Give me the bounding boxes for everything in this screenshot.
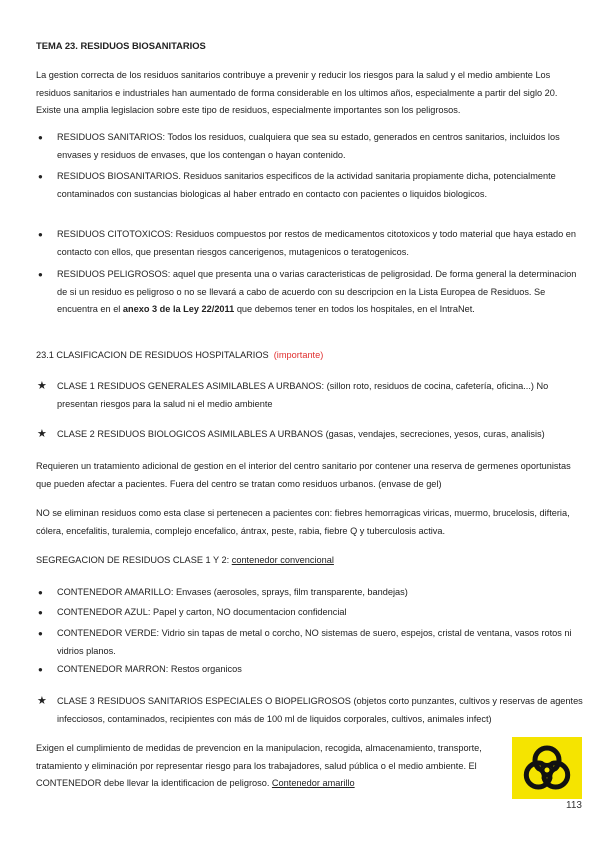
- container-yellow: CONTENEDOR AMARILLO: Envases (aerosoles, sprays, film transparente, bandejas): [57, 587, 408, 597]
- section-heading-text: 23.1 CLASIFICACION DE RESIDUOS HOSPITALARIOS: [36, 350, 269, 360]
- bullet-dot-icon: ●: [38, 665, 43, 674]
- type-sanitarios: RESIDUOS SANITARIOS: Todos los residuos, cualquiera que sea su estado, generados en centros sanitarios, incluidos los envases y residuos de envases, que los contengan o hayan contenido.: [57, 132, 560, 160]
- list-item: [36, 378, 584, 413]
- biohazard-icon: [512, 737, 582, 799]
- segregation-heading: [36, 552, 584, 570]
- section-heading: [36, 347, 584, 365]
- page-number: 113: [566, 800, 582, 811]
- peligrosos-text-end: que debemos tener en todos los hospitales, en el IntraNet.: [234, 304, 475, 315]
- peligrosos-text: RESIDUOS PELIGROSOS: aquel que presenta una o varias caracteristicas de peligrosidad. De forma general la determinacion de si un residuo es peligroso o no se llevará a cabo de acuerdo con su descripcion en la Lista Europea de Residuos. Se encuentra en el: [57, 269, 577, 315]
- segregation-link[interactable]: contenedor convencional: [231, 555, 334, 565]
- list-item: [36, 693, 584, 728]
- container-brown: CONTENEDOR MARRON: Restos organicos: [57, 664, 242, 674]
- container-green: CONTENEDOR VERDE: Vidrio sin tapas de metal o corcho, NO sistemas de suero, espejos, cristal de ventana, vasos rotos ni vidrios planos.: [57, 628, 572, 656]
- bullet-dot-icon: ●: [38, 172, 43, 181]
- clase2-text: CLASE 2 RESIDUOS BIOLOGICOS ASIMILABLES A URBANOS (gasas, vendajes, secreciones, yesos, curas, analisis): [57, 429, 545, 439]
- list-item: [36, 226, 584, 261]
- clase3-text: CLASE 3 RESIDUOS SANITARIOS ESPECIALES O BIOPELIGROSOS (objetos corto punzantes, cultivos y reservas de agentes infecciosos, contaminados, recipientes con más de 100 ml de liquidos corporales, cultivos, animales infect): [57, 696, 583, 724]
- type-biosanitarios: RESIDUOS BIOSANITARIOS. Residuos sanitarios especificos de la actividad sanitaria propiamente dicha, potencialmente contaminados con sustancias biologicas al haber entrado en contacto con pacientes o liquidos biologicos.: [57, 171, 556, 199]
- bullet-dot-icon: ●: [38, 588, 43, 597]
- star-icon: ★: [37, 380, 47, 392]
- page-title: TEMA 23. RESIDUOS BIOSANITARIOS: [36, 40, 206, 51]
- list-item: [36, 266, 584, 319]
- container-blue: CONTENEDOR AZUL: Papel y carton, NO documentacion confidencial: [57, 607, 347, 617]
- list-item: [36, 661, 584, 679]
- peligrosos-law: anexo 3 de la Ley 22/2011: [122, 304, 235, 315]
- segregation-label: SEGREGACION DE RESIDUOS CLASE 1 Y 2:: [36, 555, 232, 565]
- container-link[interactable]: Contenedor amarillo: [271, 778, 355, 789]
- clase1-text: CLASE 1 RESIDUOS GENERALES ASIMILABLES A URBANOS: (sillon roto, residuos de cocina, cafetería, oficina...) No presentan riesgos para la salud ni el medio ambiente: [57, 381, 549, 409]
- important-tag: (importante): [273, 350, 324, 360]
- type-peligrosos: [57, 266, 584, 319]
- final-paragraph: [36, 740, 506, 793]
- star-icon: ★: [37, 428, 47, 440]
- bullet-dot-icon: ●: [38, 629, 43, 638]
- star-icon: ★: [37, 695, 47, 707]
- bullet-dot-icon: ●: [38, 230, 43, 239]
- list-item: [36, 129, 584, 164]
- list-item: [36, 168, 584, 203]
- type-citotoxicos: RESIDUOS CITOTOXICOS: Residuos compuestos por restos de medicamentos citotoxicos y todo material que haya estado en contacto con ellos, que presentan riesgos cancerigenos, mutagenicos o teratogenicos.: [57, 229, 576, 257]
- list-item: [36, 604, 584, 622]
- intro-paragraph: La gestion correcta de los residuos sanitarios contribuye a prevenir y reducir los riesgos para la salud y el medio ambiente Los residuos sanitarios e industriales han aumentado de forma considerable en los ultimos años, especialmente a partir del siglo 20. Existe una amplia legislacion sobre este tipo de residuos, especialmente importantes son los peligrosos.: [36, 70, 558, 116]
- list-item: [36, 584, 584, 602]
- final-text: Exigen el cumplimiento de medidas de prevencion en la manipulacion, recogida, almacenamiento, transporte, tratamiento y eliminación por representar riesgo para los trabajadores, salud pública o el medio ambiente. El CONTENEDOR debe llevar la identificacion de peligroso.: [36, 743, 482, 789]
- bullet-dot-icon: ●: [38, 608, 43, 617]
- list-item: [36, 625, 584, 660]
- bullet-dot-icon: ●: [38, 133, 43, 142]
- list-item: [36, 426, 584, 444]
- clase2-note: Requieren un tratamiento adicional de gestion en el interior del centro sanitario por contener una reserva de germenes oportunistas que pueden afectar a pacientes. Fuera del centro se tratan como residuos urbanos. (envase de gel): [36, 461, 571, 489]
- excluded-diseases: NO se eliminan residuos como esta clase si pertenecen a pacientes con: fiebres hemorragicas viricas, muermo, brucelosis, difteria, cólera, encefalitis, turalemia, complejo encefalico, ántrax, peste, rabia, fiebre Q y tuberculosis activa.: [36, 508, 570, 536]
- bullet-dot-icon: ●: [38, 270, 43, 279]
